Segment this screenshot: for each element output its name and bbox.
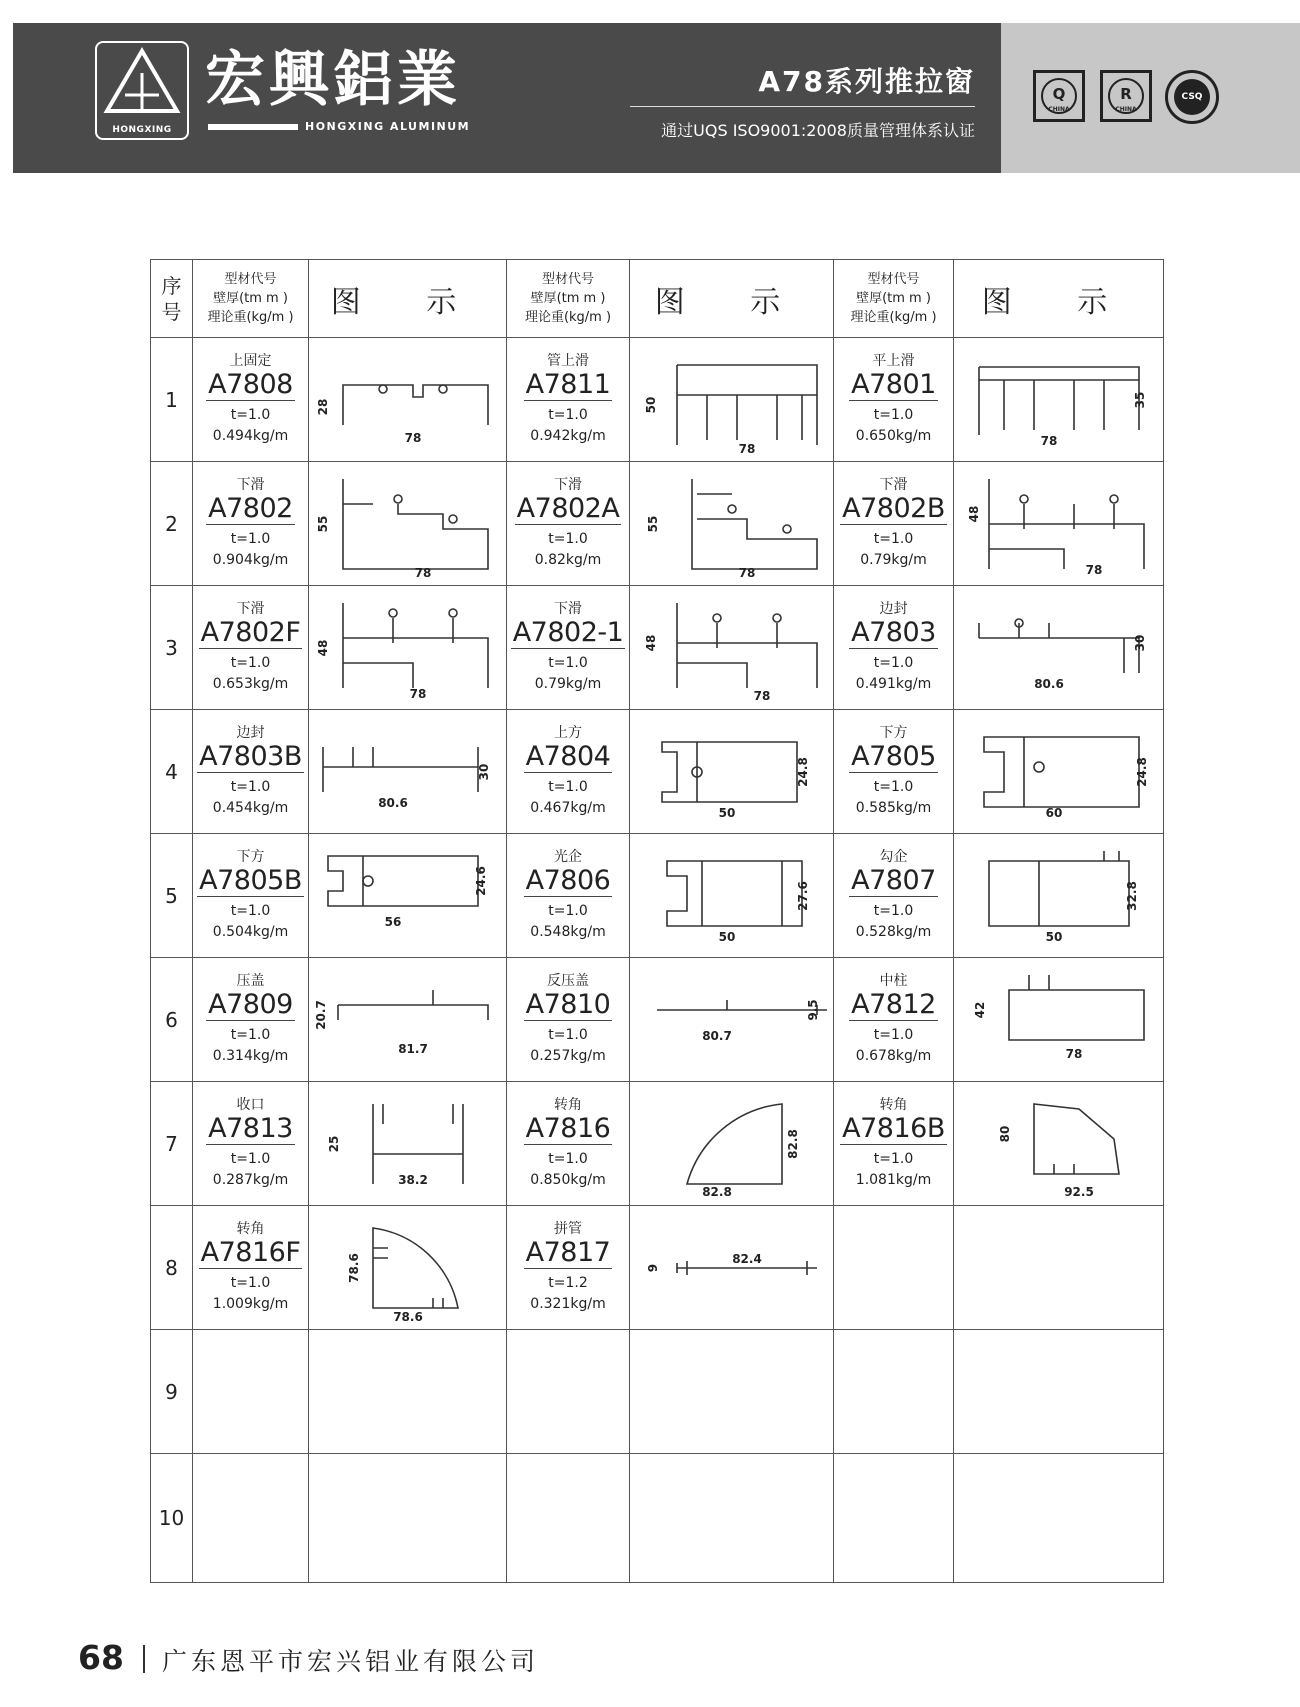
- dimension-height: 50: [643, 396, 658, 413]
- dimension-height: 78.6: [346, 1252, 361, 1283]
- figure-header: 图 示: [630, 260, 834, 338]
- profile-figure-cell: [954, 1454, 1164, 1583]
- profile-figure-cell: [954, 462, 1164, 586]
- dimension-width: 92.5: [1063, 1184, 1094, 1199]
- profile-name: 下方: [879, 725, 908, 741]
- profile-code-cell: [193, 586, 309, 710]
- profile-name: 下滑: [236, 601, 265, 617]
- dimension-height: 30: [476, 763, 491, 780]
- profile-code-cell: [507, 338, 630, 462]
- profile-code-cell: [507, 710, 630, 834]
- theoretical-weight: 1.009kg/m: [212, 1296, 289, 1312]
- profile-name: 下滑: [554, 601, 582, 617]
- table-row: [151, 1082, 1164, 1206]
- theoretical-weight: 0.257kg/m: [530, 1048, 606, 1064]
- series-title: A78系列推拉窗: [758, 65, 975, 98]
- profile-figure-cell: [954, 1206, 1164, 1330]
- profile-name: 下滑: [879, 477, 908, 493]
- profile-figure-cell: [954, 1330, 1164, 1454]
- seq-cell: 6: [151, 958, 193, 1082]
- profile-code-cell: [193, 834, 309, 958]
- seq-cell: 5: [151, 834, 193, 958]
- profile-figure-cell: [630, 834, 834, 958]
- wall-thickness: t=1.0: [548, 655, 588, 671]
- dimension-height: 9: [645, 1263, 660, 1272]
- dimension-width: 50: [718, 929, 735, 944]
- profile-figure-cell: [954, 834, 1164, 958]
- dimension-width: 78: [414, 565, 431, 579]
- profile-figure-cell: [309, 338, 507, 462]
- profile-cross-section-icon: [637, 717, 827, 827]
- profile-cross-section-icon: [964, 717, 1154, 827]
- wall-thickness: t=1.0: [873, 407, 914, 423]
- dimension-height: 24.6: [473, 865, 488, 896]
- table-header-row: [151, 260, 1164, 338]
- profile-cross-section-icon: [964, 841, 1154, 951]
- dimension-width: 80.6: [1033, 676, 1064, 691]
- theoretical-weight: 0.454kg/m: [212, 800, 289, 816]
- wall-thickness: t=1.0: [230, 1027, 271, 1043]
- profile-name: 下方: [236, 849, 265, 865]
- profile-code-cell: [193, 1082, 309, 1206]
- dimension-height: 80: [997, 1125, 1012, 1142]
- profile-model: A7802A: [516, 493, 620, 524]
- dimension-width: 78: [404, 430, 421, 445]
- dimension-height: 30: [1132, 634, 1147, 651]
- header-divider: [630, 106, 975, 107]
- profile-model: A7802: [208, 493, 293, 524]
- profile-code-cell: [834, 710, 954, 834]
- profile-cross-section-icon: [637, 841, 827, 951]
- profile-code-cell: [507, 1206, 630, 1330]
- cert-badge-csq: [1165, 70, 1219, 124]
- profile-model: A7806: [525, 865, 611, 896]
- wall-thickness: t=1.0: [873, 1151, 914, 1167]
- theoretical-weight: 0.287kg/m: [212, 1172, 289, 1188]
- profile-model: A7805B: [199, 865, 302, 896]
- dimension-width: 50: [718, 805, 735, 820]
- profile-code-cell: [834, 958, 954, 1082]
- profile-code-cell: [834, 1454, 954, 1583]
- badge-globe-icon: CSQ: [1174, 79, 1210, 115]
- profile-name: 平上滑: [872, 353, 915, 369]
- seq-cell: 3: [151, 586, 193, 710]
- dimension-height: 32.8: [1124, 880, 1139, 911]
- profile-figure-cell: [630, 1454, 834, 1583]
- dimension-height: 35: [1132, 391, 1147, 408]
- dimension-width: 50: [1045, 929, 1062, 944]
- wall-thickness: t=1.0: [230, 531, 271, 547]
- cert-badge-q: Q CHINA: [1033, 70, 1085, 122]
- table-row: [151, 834, 1164, 958]
- dimension-height: 24.8: [1134, 756, 1149, 787]
- footer-divider: [143, 1645, 145, 1673]
- profile-model: A7816B: [842, 1113, 945, 1144]
- dimension-width: 80.6: [377, 795, 408, 810]
- table-row: [151, 586, 1164, 710]
- seq-cell: 7: [151, 1082, 193, 1206]
- wall-thickness: t=1.0: [230, 407, 271, 423]
- dimension-width: 81.7: [397, 1041, 428, 1056]
- dimension-height: 28: [315, 398, 330, 415]
- profile-figure-cell: [309, 1454, 507, 1583]
- profile-model: A7802B: [842, 493, 945, 524]
- table-row: [151, 1206, 1164, 1330]
- profile-model: A7817: [525, 1237, 611, 1268]
- profile-model: A7809: [208, 989, 293, 1020]
- profile-model: A7811: [525, 369, 611, 400]
- logo-emblem-icon: [97, 43, 187, 118]
- code-header: 型材代号 壁厚(tm m ) 理论重(kg/m ): [507, 260, 630, 338]
- logo-text: HONGXING: [112, 125, 172, 135]
- theoretical-weight: 1.081kg/m: [855, 1172, 932, 1188]
- dimension-width: 82.8: [701, 1184, 732, 1199]
- dimension-height: 55: [645, 515, 660, 532]
- theoretical-weight: 0.79kg/m: [860, 552, 927, 568]
- profile-cross-section-icon: [964, 345, 1154, 455]
- profile-cross-section-icon: [637, 469, 827, 579]
- wall-thickness: t=1.0: [548, 531, 588, 547]
- dimension-width: 78: [1065, 1046, 1082, 1061]
- theoretical-weight: 0.585kg/m: [855, 800, 932, 816]
- profile-code-cell: [507, 834, 630, 958]
- profile-figure-cell: [630, 1330, 834, 1454]
- theoretical-weight: 0.321kg/m: [530, 1296, 606, 1312]
- profile-name: 边封: [236, 725, 265, 741]
- wall-thickness: t=1.0: [230, 903, 271, 919]
- dimension-width: 78: [409, 686, 426, 701]
- dimension-width: 82.4: [731, 1251, 762, 1266]
- wall-thickness: t=1.0: [230, 1151, 271, 1167]
- profile-model: A7808: [208, 369, 293, 400]
- profile-code-cell: [193, 958, 309, 1082]
- profile-cross-section-icon: [313, 469, 503, 579]
- table-row: [151, 462, 1164, 586]
- profile-figure-cell: [630, 1082, 834, 1206]
- profile-code-cell: [193, 462, 309, 586]
- wall-thickness: t=1.0: [873, 903, 914, 919]
- profile-name: 转角: [236, 1221, 265, 1237]
- profile-name: 光企: [554, 849, 582, 865]
- theoretical-weight: 0.79kg/m: [534, 676, 602, 692]
- dimension-height: 9.5: [805, 998, 820, 1021]
- profile-cross-section-icon: [313, 1213, 503, 1323]
- seq-cell: 9: [151, 1330, 193, 1454]
- page-number: 68: [78, 1638, 124, 1677]
- wall-thickness: t=1.0: [230, 655, 271, 671]
- profile-code-cell: [507, 1082, 630, 1206]
- profile-figure-cell: [954, 1082, 1164, 1206]
- profile-model: A7816: [525, 1113, 611, 1144]
- profile-figure-cell: [630, 1206, 834, 1330]
- dimension-height: 48: [643, 634, 658, 651]
- profile-cross-section-icon: [637, 593, 827, 703]
- dimension-width: 78: [738, 441, 755, 455]
- dimension-height: 20.7: [313, 999, 328, 1030]
- profile-figure-cell: [630, 462, 834, 586]
- wall-thickness: t=1.0: [230, 779, 271, 795]
- profile-code-cell: [507, 958, 630, 1082]
- dimension-width: 56: [384, 914, 401, 929]
- profile-name: 反压盖: [547, 973, 589, 989]
- theoretical-weight: 0.491kg/m: [855, 676, 932, 692]
- table-row: [151, 710, 1164, 834]
- wall-thickness: t=1.0: [873, 655, 914, 671]
- wall-thickness: t=1.0: [548, 407, 588, 423]
- profile-code-cell: [834, 462, 954, 586]
- wall-thickness: t=1.0: [873, 1027, 914, 1043]
- profile-model: A7802-1: [512, 617, 624, 648]
- wall-thickness: t=1.0: [548, 903, 588, 919]
- seq-cell: 10: [151, 1454, 193, 1583]
- dimension-width: 38.2: [397, 1172, 428, 1187]
- brand-name-cn: 宏興鋁業: [205, 45, 461, 115]
- seq-cell: 2: [151, 462, 193, 586]
- table-row: [151, 958, 1164, 1082]
- profile-figure-cell: [954, 586, 1164, 710]
- profile-figure-cell: [309, 586, 507, 710]
- certification-text: 通过UQS ISO9001:2008质量管理体系认证: [661, 121, 975, 140]
- profile-code-cell: [507, 1330, 630, 1454]
- profile-figure-cell: [954, 710, 1164, 834]
- profile-cross-section-icon: [637, 965, 827, 1075]
- theoretical-weight: 0.528kg/m: [855, 924, 932, 940]
- profile-code-cell: [193, 1454, 309, 1583]
- dimension-width: 78: [1085, 562, 1102, 577]
- profile-code-cell: [834, 586, 954, 710]
- profile-code-cell: [507, 1454, 630, 1583]
- profile-model: A7801: [851, 369, 936, 400]
- seq-header: 序号: [151, 260, 193, 338]
- profile-cross-section-icon: [313, 717, 503, 827]
- profile-cross-section-icon: [313, 345, 503, 455]
- profile-code-cell: [834, 1082, 954, 1206]
- seq-cell: 4: [151, 710, 193, 834]
- figure-header: 图 示: [954, 260, 1164, 338]
- theoretical-weight: 0.494kg/m: [212, 428, 289, 444]
- profile-code-cell: [834, 338, 954, 462]
- profile-figure-cell: [954, 338, 1164, 462]
- profile-name: 压盖: [236, 973, 265, 989]
- profile-name: 上方: [554, 725, 582, 741]
- dimension-height: 25: [326, 1135, 341, 1152]
- dimension-height: 48: [966, 505, 981, 522]
- dimension-height: 27.6: [795, 880, 810, 911]
- profile-model: A7816F: [200, 1237, 301, 1268]
- profile-code-cell: [834, 1330, 954, 1454]
- profile-code-cell: [193, 1206, 309, 1330]
- profile-code-cell: [193, 338, 309, 462]
- profile-model: A7812: [851, 989, 936, 1020]
- profile-code-cell: [193, 1330, 309, 1454]
- profile-name: 收口: [236, 1097, 265, 1113]
- seq-cell: 1: [151, 338, 193, 462]
- dimension-height: 55: [315, 515, 330, 532]
- theoretical-weight: 0.548kg/m: [530, 924, 606, 940]
- profile-model: A7810: [525, 989, 611, 1020]
- profile-cross-section-icon: [637, 345, 827, 455]
- profile-name: 转角: [879, 1097, 908, 1113]
- profile-code-cell: [193, 710, 309, 834]
- profile-figure-cell: [309, 710, 507, 834]
- profile-model: A7803: [851, 617, 936, 648]
- theoretical-weight: 0.467kg/m: [530, 800, 606, 816]
- profile-figure-cell: [630, 338, 834, 462]
- theoretical-weight: 0.942kg/m: [530, 428, 606, 444]
- profile-code-cell: [507, 462, 630, 586]
- profile-name: 上固定: [229, 353, 272, 369]
- company-name: 广东恩平市宏兴铝业有限公司: [162, 1647, 540, 1676]
- profile-figure-cell: [309, 834, 507, 958]
- profile-figure-cell: [630, 958, 834, 1082]
- wall-thickness: t=1.0: [230, 1275, 271, 1291]
- profile-name: 管上滑: [547, 353, 589, 369]
- profile-cross-section-icon: [964, 965, 1154, 1075]
- profile-model: A7807: [851, 865, 936, 896]
- profile-figure-cell: [309, 1206, 507, 1330]
- profile-cross-section-icon: [313, 841, 503, 951]
- profile-figure-cell: [309, 1330, 507, 1454]
- dimension-height: 42: [972, 1001, 987, 1018]
- theoretical-weight: 0.650kg/m: [855, 428, 932, 444]
- profile-cross-section-icon: [313, 593, 503, 703]
- wall-thickness: t=1.0: [548, 779, 588, 795]
- dimension-height: 82.8: [785, 1128, 800, 1159]
- profile-figure-cell: [309, 1082, 507, 1206]
- profile-cross-section-icon: [964, 1089, 1154, 1199]
- cert-badge-r: R CHINA: [1100, 70, 1152, 122]
- profile-model: A7802F: [200, 617, 301, 648]
- profile-cross-section-icon: [637, 1089, 827, 1199]
- profile-model: A7803B: [199, 741, 302, 772]
- theoretical-weight: 0.82kg/m: [534, 552, 602, 568]
- dimension-width: 78: [1040, 433, 1057, 448]
- figure-header: 图 示: [309, 260, 507, 338]
- badge-q-icon: Q: [1041, 78, 1077, 114]
- table-row: [151, 338, 1164, 462]
- profile-cross-section-icon: [313, 1089, 503, 1199]
- profile-name: 勾企: [879, 849, 908, 865]
- brand-underline: [208, 124, 298, 130]
- profile-model: A7813: [208, 1113, 293, 1144]
- dimension-width: 78: [753, 688, 770, 703]
- profile-name: 转角: [554, 1097, 582, 1113]
- profile-model: A7805: [851, 741, 936, 772]
- profile-spec-table: [150, 259, 1164, 1583]
- profile-cross-section-icon: [637, 1213, 827, 1323]
- profile-cross-section-icon: [313, 965, 503, 1075]
- table-row: [151, 1454, 1164, 1583]
- brand-name-en: HONGXING ALUMINUM: [305, 120, 471, 133]
- wall-thickness: t=1.2: [548, 1275, 588, 1291]
- dimension-width: 78: [738, 565, 755, 579]
- theoretical-weight: 0.850kg/m: [530, 1172, 606, 1188]
- seq-cell: 8: [151, 1206, 193, 1330]
- dimension-width: 60: [1045, 805, 1062, 820]
- profile-figure-cell: [630, 586, 834, 710]
- wall-thickness: t=1.0: [873, 531, 914, 547]
- profile-name: 下滑: [554, 477, 582, 493]
- profile-name: 边封: [879, 601, 908, 617]
- wall-thickness: t=1.0: [548, 1151, 588, 1167]
- profile-figure-cell: [630, 710, 834, 834]
- profile-cross-section-icon: [964, 469, 1154, 579]
- theoretical-weight: 0.678kg/m: [855, 1048, 932, 1064]
- code-header: 型材代号 壁厚(tm m ) 理论重(kg/m ): [834, 260, 954, 338]
- profile-cross-section-icon: [964, 593, 1154, 703]
- profile-figure-cell: [309, 958, 507, 1082]
- table-row: [151, 1330, 1164, 1454]
- wall-thickness: t=1.0: [873, 779, 914, 795]
- dimension-height: 48: [315, 639, 330, 656]
- profile-name: 拼管: [554, 1221, 582, 1237]
- theoretical-weight: 0.504kg/m: [212, 924, 289, 940]
- profile-code-cell: [507, 586, 630, 710]
- profile-model: A7804: [525, 741, 611, 772]
- profile-code-cell: [834, 834, 954, 958]
- profile-figure-cell: [309, 462, 507, 586]
- theoretical-weight: 0.904kg/m: [212, 552, 289, 568]
- theoretical-weight: 0.653kg/m: [212, 676, 289, 692]
- dimension-height: 24.8: [795, 756, 810, 787]
- profile-figure-cell: [954, 958, 1164, 1082]
- badge-r-icon: R: [1108, 78, 1144, 114]
- code-header: 型材代号 壁厚(tm m ) 理论重(kg/m ): [193, 260, 309, 338]
- brand-logo: [95, 41, 189, 140]
- theoretical-weight: 0.314kg/m: [212, 1048, 289, 1064]
- profile-code-cell: [834, 1206, 954, 1330]
- profile-name: 下滑: [236, 477, 265, 493]
- wall-thickness: t=1.0: [548, 1027, 588, 1043]
- profile-name: 中柱: [879, 973, 908, 989]
- dimension-width: 80.7: [701, 1028, 732, 1043]
- dimension-width: 78.6: [392, 1309, 423, 1323]
